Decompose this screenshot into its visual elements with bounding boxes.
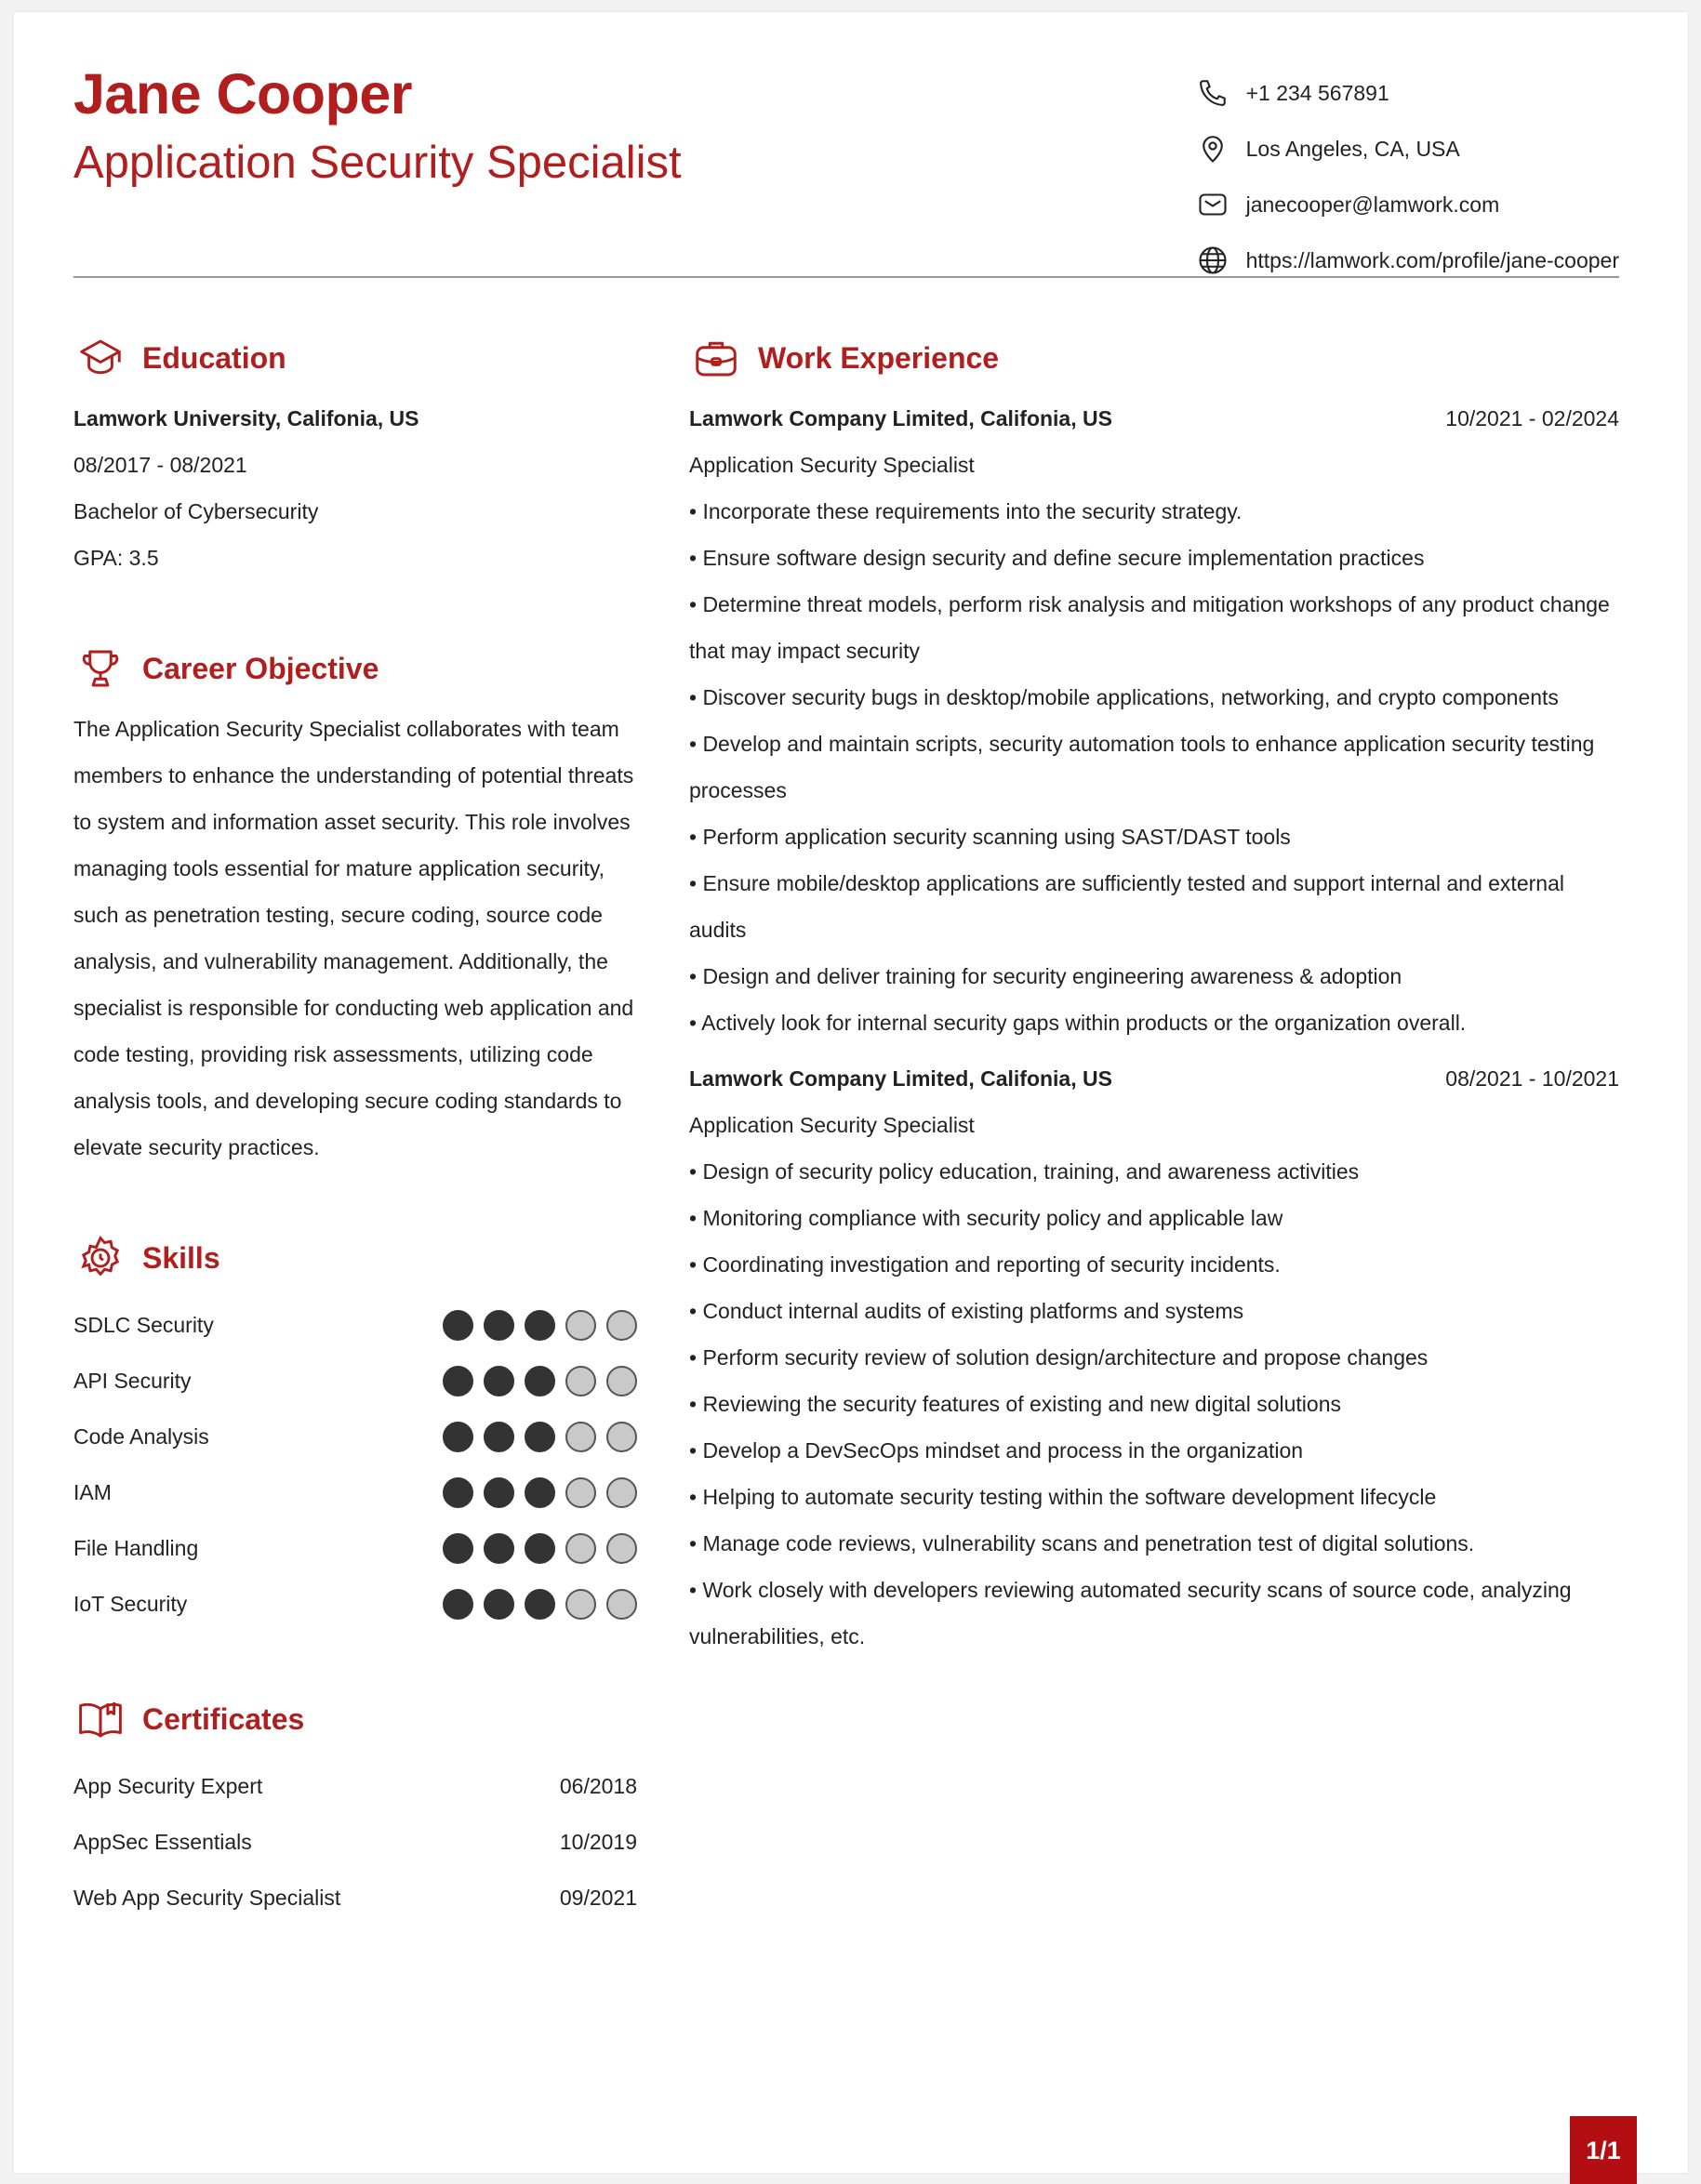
contact-email-text[interactable]: janecooper@lamwork.com <box>1245 192 1500 217</box>
skill-name: IAM <box>73 1479 112 1504</box>
skills-heading <box>73 1228 637 1288</box>
rating-dot-filled <box>525 1589 555 1620</box>
job-bullet: • Perform application security scanning using SAST/DAST tools <box>689 825 1291 849</box>
rating-dot-empty <box>606 1589 637 1620</box>
rating-dot-empty <box>606 1533 637 1564</box>
rating-dot-empty <box>606 1366 637 1396</box>
resume-page <box>14 12 1688 2173</box>
skill-name: SDLC Security <box>73 1312 214 1337</box>
rating-dot-filled <box>525 1533 555 1564</box>
job-bullet: • Incorporate these requirements into the security strategy. <box>689 499 1243 523</box>
skill-row <box>73 1297 637 1353</box>
trophy-icon <box>73 642 127 695</box>
job-bullet: • Develop a DevSecOps mindset and process in the organization <box>689 1438 1304 1463</box>
rating-dot-filled <box>443 1366 473 1396</box>
job-bullet: • Work closely with developers reviewing automated security scans of source code, analyzing vulnerabilities, etc. <box>689 1578 1572 1648</box>
briefcase-icon <box>689 331 743 385</box>
job-bullet: • Perform security review of solution design/architecture and propose changes <box>689 1345 1429 1370</box>
certificate-date: 06/2018 <box>559 1773 637 1798</box>
contact-website-text[interactable]: https://lamwork.com/profile/jane-cooper <box>1245 247 1619 272</box>
skill-rating <box>443 1533 637 1564</box>
certificate-row <box>73 1814 637 1870</box>
page-indicator: 1/1 <box>1570 2116 1637 2184</box>
skill-row <box>73 1520 637 1576</box>
rating-dot-empty <box>565 1310 596 1341</box>
contact-email <box>1194 177 1619 232</box>
job-bullet: • Ensure software design security and define secure implementation practices <box>689 546 1425 570</box>
job-entry <box>689 395 1619 1046</box>
rating-dot-empty <box>565 1533 596 1564</box>
job-bullet: • Determine threat models, perform risk analysis and mitigation workshops of any product change that may impact security <box>689 592 1610 663</box>
skill-rating <box>443 1589 637 1620</box>
candidate-title: Application Security Specialist <box>73 138 682 188</box>
phone-icon <box>1194 74 1231 112</box>
rating-dot-empty <box>606 1310 637 1341</box>
objective-text: The Application Security Specialist collaborates with team members to enhance the understanding of potential threats to system and information asset security. This role involves managing tools essential for mature application security, such as penetration testing, secure coding, source code analysis, and vulnerability management. Additionally, the specialist is responsible for conducting web application and code testing, providing risk assessments, utilizing code analysis tools, and developing secure coding standards to elevate security practices. <box>73 717 634 1159</box>
skill-row <box>73 1464 637 1520</box>
education-gpa: GPA: 3.5 <box>73 546 159 570</box>
job-bullet: • Monitoring compliance with security policy and applicable law <box>689 1206 1283 1230</box>
job-dates: 10/2021 - 02/2024 <box>1445 406 1619 430</box>
skill-rating <box>443 1310 637 1341</box>
right-column <box>689 328 1619 1660</box>
resume-header <box>73 53 1619 289</box>
objective-title: Career Objective <box>142 651 379 685</box>
education-dates: 08/2017 - 08/2021 <box>73 453 247 477</box>
skill-row <box>73 1353 637 1409</box>
left-column <box>73 328 637 1926</box>
job-header <box>689 395 1619 442</box>
certificate-date: 09/2021 <box>559 1885 637 1910</box>
rating-dot-filled <box>443 1589 473 1620</box>
location-icon <box>1194 130 1231 167</box>
education-entry <box>73 395 637 581</box>
rating-dot-empty <box>606 1477 637 1508</box>
job-bullet: • Coordinating investigation and reporting of security incidents. <box>689 1252 1281 1277</box>
candidate-name: Jane Cooper <box>73 62 412 126</box>
certificates-heading <box>73 1689 637 1749</box>
contact-phone <box>1194 65 1619 121</box>
skill-rating <box>443 1366 637 1396</box>
work-title: Work Experience <box>758 340 1000 375</box>
rating-dot-filled <box>484 1589 514 1620</box>
contact-phone-text: +1 234 567891 <box>1245 80 1389 105</box>
rating-dot-filled <box>484 1366 514 1396</box>
job-bullet: • Design and deliver training for security engineering awareness & adoption <box>689 964 1402 988</box>
skills-title: Skills <box>142 1240 220 1275</box>
certificate-name: App Security Expert <box>73 1773 263 1798</box>
objective-heading <box>73 639 637 698</box>
job-role: Application Security Specialist <box>689 453 975 477</box>
job-bullet: • Discover security bugs in desktop/mobile applications, networking, and crypto components <box>689 685 1559 709</box>
gear-icon <box>73 1231 127 1285</box>
rating-dot-filled <box>525 1366 555 1396</box>
job-header <box>689 1055 1619 1102</box>
rating-dot-filled <box>443 1533 473 1564</box>
education-degree: Bachelor of Cybersecurity <box>73 499 319 523</box>
rating-dot-empty <box>565 1589 596 1620</box>
rating-dot-filled <box>484 1310 514 1341</box>
job-company: Lamwork Company Limited, Califonia, US <box>689 1066 1112 1091</box>
rating-dot-filled <box>525 1477 555 1508</box>
skill-name: Code Analysis <box>73 1423 209 1449</box>
rating-dot-filled <box>484 1422 514 1452</box>
rating-dot-filled <box>525 1422 555 1452</box>
globe-icon <box>1194 242 1231 279</box>
job-bullet: • Reviewing the security features of existing and new digital solutions <box>689 1392 1341 1416</box>
work-heading <box>689 328 1619 388</box>
jobs-list <box>689 395 1619 1660</box>
job-bullet: • Helping to automate security testing within the software development lifecycle <box>689 1485 1437 1509</box>
job-bullet: • Actively look for internal security gaps within products or the organization overall. <box>689 1011 1467 1035</box>
contact-location <box>1194 121 1619 177</box>
rating-dot-empty <box>565 1422 596 1452</box>
job-dates: 08/2021 - 10/2021 <box>1445 1066 1619 1091</box>
skills-list <box>73 1297 637 1632</box>
education-heading <box>73 328 637 388</box>
certificate-row <box>73 1758 637 1814</box>
contact-website <box>1194 232 1619 288</box>
skill-name: API Security <box>73 1368 192 1393</box>
job-bullet: • Develop and maintain scripts, security automation tools to enhance application security testing processes <box>689 732 1595 802</box>
job-bullet: • Ensure mobile/desktop applications are sufficiently tested and support internal and external audits <box>689 871 1564 942</box>
rating-dot-filled <box>443 1477 473 1508</box>
skill-rating <box>443 1477 637 1508</box>
rating-dot-filled <box>484 1533 514 1564</box>
skill-name: File Handling <box>73 1535 199 1560</box>
job-entry <box>689 1055 1619 1660</box>
rating-dot-empty <box>606 1422 637 1452</box>
job-bullet: • Design of security policy education, training, and awareness activities <box>689 1159 1360 1184</box>
rating-dot-filled <box>484 1477 514 1508</box>
contact-list <box>1194 65 1619 288</box>
job-company: Lamwork Company Limited, Califonia, US <box>689 406 1112 430</box>
skill-row <box>73 1409 637 1464</box>
certificate-name: Web App Security Specialist <box>73 1885 341 1910</box>
rating-dot-empty <box>565 1477 596 1508</box>
certificates-list <box>73 1758 637 1926</box>
rating-dot-filled <box>525 1310 555 1341</box>
education-title: Education <box>142 340 286 375</box>
job-role: Application Security Specialist <box>689 1113 975 1137</box>
graduation-cap-icon <box>73 331 127 385</box>
header-divider <box>73 276 1619 278</box>
contact-location-text: Los Angeles, CA, USA <box>1245 136 1460 161</box>
email-icon <box>1194 186 1231 223</box>
rating-dot-filled <box>443 1310 473 1341</box>
education-school: Lamwork University, Califonia, US <box>73 406 419 430</box>
skill-row <box>73 1576 637 1632</box>
certificates-title: Certificates <box>142 1701 305 1736</box>
rating-dot-empty <box>565 1366 596 1396</box>
skill-rating <box>443 1422 637 1452</box>
rating-dot-filled <box>443 1422 473 1452</box>
skill-name: IoT Security <box>73 1591 188 1616</box>
job-bullet: • Manage code reviews, vulnerability scans and penetration test of digital solutions. <box>689 1531 1475 1555</box>
certificate-date: 10/2019 <box>559 1829 637 1854</box>
book-icon <box>73 1692 127 1746</box>
job-bullet: • Conduct internal audits of existing platforms and systems <box>689 1299 1244 1323</box>
certificate-row <box>73 1870 637 1926</box>
certificate-name: AppSec Essentials <box>73 1829 252 1854</box>
